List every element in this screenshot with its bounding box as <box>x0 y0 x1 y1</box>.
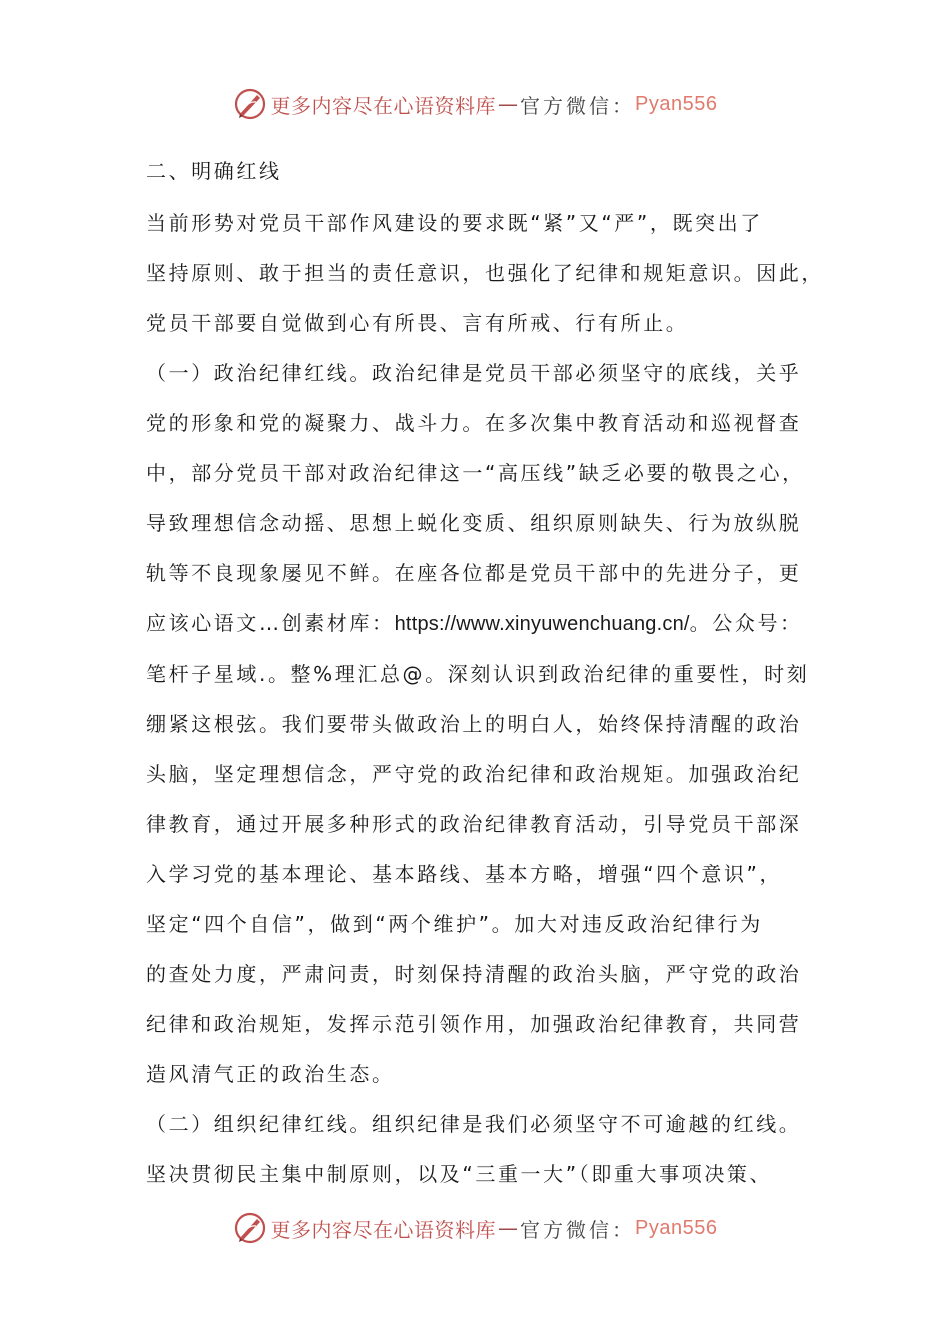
banner-brand-text: 更多内容尽在心语资料库 <box>270 1217 497 1242</box>
text-line: 入学习党的基本理论、基本路线、基本方略，增强“四个意识”， <box>146 862 783 886</box>
document-body <box>146 150 826 1199</box>
text-line: 中，部分党员干部对政治纪律这一“高压线”缺乏必要的敬畏之心， <box>146 461 805 485</box>
banner-dash: — <box>498 1216 519 1240</box>
text-line: 轨等不良现象屡见不鲜。在座各位都是党员干部中的先进分子，更 <box>146 561 802 585</box>
url-line-suffix: 。公众号： <box>689 611 803 635</box>
section-heading: 二、明确红线 <box>146 159 282 183</box>
text-line: （一）政治纪律红线。政治纪律是党员干部必须坚守的底线，关乎 <box>146 361 802 385</box>
text-line: 党员干部要自觉做到心有所畏、言有所戒、行有所止。 <box>146 311 689 335</box>
text-line: 的查处力度，严肃问责，时刻保持清醒的政治头脑，严守党的政治 <box>146 962 802 986</box>
text-line: 当前形势对党员干部作风建设的要求既“紧”又“严”，既突出了 <box>146 211 763 235</box>
banner-official-label: 官方微信： <box>520 93 636 118</box>
pen-logo-icon <box>233 1211 267 1245</box>
banner-wechat-id: Pyan556 <box>635 92 718 115</box>
banner-brand-text: 更多内容尽在心语资料库 <box>270 93 497 118</box>
banner-dash: — <box>498 92 519 116</box>
text-line: 导致理想信念动摇、思想上蜕化变质、组织原则缺失、行为放纵脱 <box>146 511 802 535</box>
text-line: 纪律和政治规矩，发挥示范引领作用，加强政治纪律教育，共同营 <box>146 1012 802 1036</box>
text-line: 党的形象和党的凝聚力、战斗力。在多次集中教育活动和巡视督查 <box>146 411 802 435</box>
text-line: 坚决贯彻民主集中制原则，以及“三重一大”（即重大事项决策、 <box>146 1162 773 1186</box>
text-line: 头脑，坚定理想信念，严守党的政治纪律和政治规矩。加强政治纪 <box>146 762 802 786</box>
banner-official-label: 官方微信： <box>520 1217 636 1242</box>
text-line: 坚持原则、敢于担当的责任意识，也强化了纪律和规矩意识。因此， <box>146 261 824 285</box>
text-line: （二）组织纪律红线。组织纪律是我们必须坚守不可逾越的红线。 <box>146 1112 802 1136</box>
text-line: 绷紧这根弦。我们要带头做政治上的明白人，始终保持清醒的政治 <box>146 712 802 736</box>
text-line: 律教育，通过开展多种形式的政治纪律教育活动，引导党员干部深 <box>146 812 802 836</box>
banner-wechat-id: Pyan556 <box>635 1216 718 1239</box>
pen-logo-icon <box>233 87 267 121</box>
text-line: 造风清气正的政治生态。 <box>146 1062 395 1086</box>
text-line: 笔杆子星域.。整%理汇总@。深刻认识到政治纪律的重要性，时刻 <box>146 662 810 686</box>
text-line-with-url <box>146 598 826 649</box>
text-line: 坚定“四个自信”，做到“两个维护”。加大对违反政治纪律行为 <box>146 912 763 936</box>
website-url: https://www.xinyuwenchuang.cn/ <box>394 613 690 635</box>
footer-banner <box>0 1208 950 1248</box>
url-line-prefix: 应该心语文…创素材库： <box>146 611 395 635</box>
header-banner <box>0 84 950 124</box>
